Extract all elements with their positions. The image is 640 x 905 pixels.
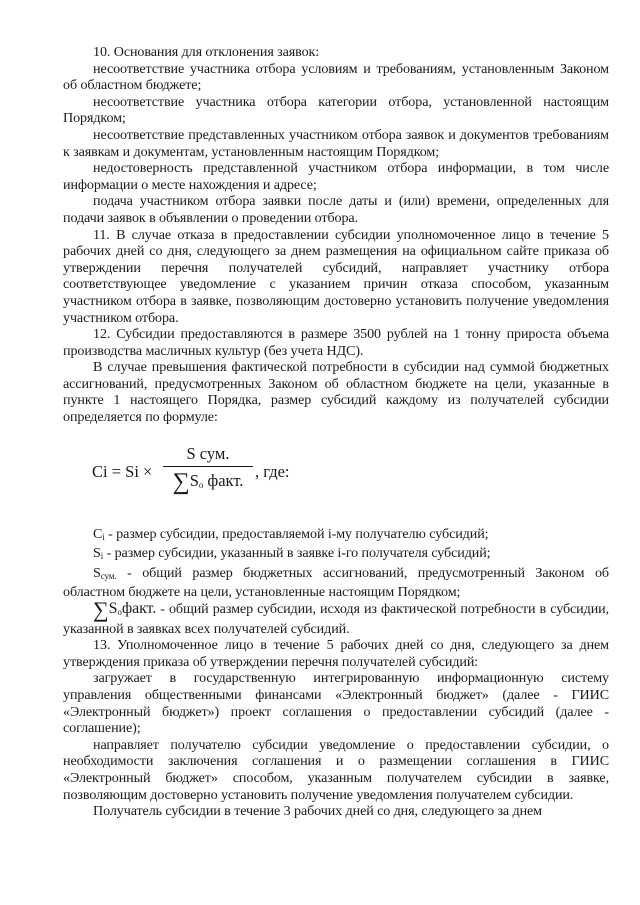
paragraph-13-continuation: Получатель субсидии в течение 3 рабочих дней со дня, следующего за днем [93,803,542,820]
formula-numerator: S сум. [186,443,230,463]
subsidy-formula [63,434,609,520]
sum-symbol: ∑ [172,468,190,495]
formula-denominator [163,469,253,493]
def-symbol: C [93,525,103,542]
definition-ci [63,526,609,546]
paragraph-12-formula-intro: В случае превышения фактической потребности в субсидии над суммой бюджетных ассигнований, предусмотренных Законом об областном бюджете на цели, указанные в пункте 1 настоящего Порядка, размер субсидий каждому из получателей субсидии определяется по формуле: [63,359,609,426]
sum-symbol: ∑ [93,597,109,623]
paragraph-13: 13. Уполномоченное лицо в течение 5 рабочих дней со дня, следующего за днем утверждения приказа об утверждении перечня получателей субсидий: [63,637,609,670]
den-base: S [189,470,199,490]
def-sub: i [100,551,104,562]
paragraph-13-item-1: загружает в государственную интегрированную информационную систему управления общественными финансами «Электронный бюджет» (далее - ГИИС «Электронный бюджет») проект соглашения о предоставлении субсидий (далее - соглашение); [63,670,609,737]
paragraph-10-item-3: несоответствие представленных участником отбора заявок и документов требованиям к заявкам и документам, установленным настоящим Порядком; [63,126,609,160]
def-symbol: S [108,600,118,618]
def-text: - размер субсидии, указанный в заявке i-го получателя субсидий; [103,545,491,562]
definition-si [63,545,609,565]
paragraph-13-item-2: направляет получателю субсидии уведомление о предоставлении субсидии, о необходимости заключения соглашения и о размещении соглашения в ГИИС «Электронный бюджет» способом, указанным получателем субсидии в заявке, позволяющим достоверно установить получение уведомления получателем субсидии. [63,736,609,803]
paragraph-12: 12. Субсидии предоставляются в размере 3500 рублей на 1 тонну прироста объема производства масличных культур (без учета НДС). [63,326,609,359]
def-text: - общий размер бюджетных ассигнований, предусмотренный Законом об областном бюджете на цели, установленные настоящим Порядком; [63,564,609,601]
paragraph-10-item-5: подача участником отбора заявки после даты и (или) времени, определенных для подачи заявок в объявлении о проведении отбора. [63,193,609,226]
formula-tail: , где: [255,461,290,481]
def-sub: о [117,607,122,618]
def-symbol: S [93,545,101,562]
paragraph-11: 11. В случае отказа в предоставлении субсидии уполномоченное лицо в течение 5 рабочих дней со дня, следующего за днем размещения на официальном сайте приказа об утверждении перечня получателей субсидий, направляет участнику отбора соответствующее уведомление с указанием причин отказа способом, указанным участником отбора в заявке, позволяющим достоверно установить получение уведомления участником отбора. [63,226,609,326]
den-sub: о [198,479,204,490]
def-sub: i [102,531,105,542]
paragraph-10-item-2: несоответствие участника отбора категории отбора, установленной настоящим Порядком; [63,93,609,127]
def-sub: сум. [100,570,117,581]
formula-fraction [163,444,253,493]
paragraph-10-heading: 10. Основания для отклонения заявок: [93,44,320,60]
def-text: - размер субсидии, предоставляемой i-му получателю субсидий; [104,525,489,542]
den-rest: факт. [207,470,244,490]
definition-sum-fact [63,597,609,637]
paragraph-10-item-4: недостоверность представленной участником отбора информации, в том числе информации о месте нахождения и адресе; [63,160,609,193]
def-rest: факт. [121,600,157,618]
definition-ssum [63,565,609,601]
def-symbol: S [93,564,101,581]
formula-lhs: Ci = Si × [92,461,153,481]
paragraph-10-item-1: несоответствие участника отбора условиям и требованиям, установленным Законом об областном бюджете; [63,60,609,94]
def-text: - общий размер субсидии, исходя из фактической потребности в субсидии, указанной в заявках всех получателей субсидий. [63,601,609,637]
fraction-bar [163,466,253,467]
